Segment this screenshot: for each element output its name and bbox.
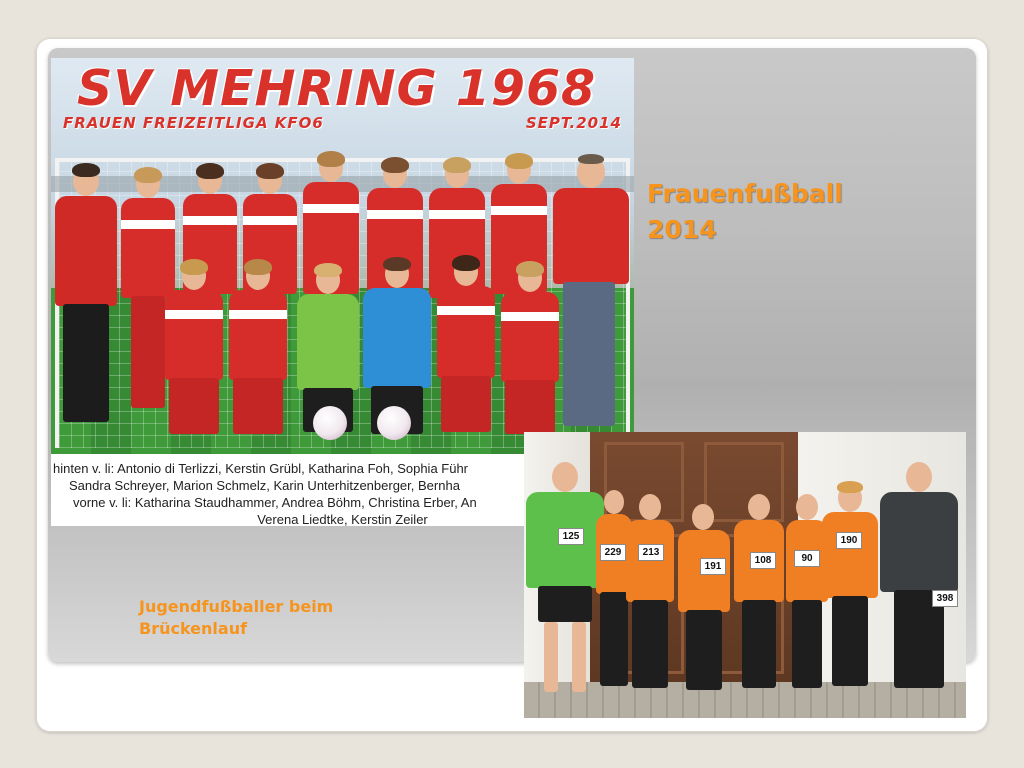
player-front-1	[163, 262, 225, 438]
youth-team-photo	[524, 432, 966, 718]
team-photo-subtitle-date: SEPT.2014	[525, 114, 622, 132]
caption-line-3: vorne v. li: Katharina Staudhammer, Andrea Böhm, Christina Erber, An	[73, 495, 477, 510]
heading-youth-players-line1: Jugendfußballer beim	[139, 597, 334, 616]
player-front-2	[227, 262, 289, 438]
player-front-3	[435, 258, 497, 438]
bib-number: 190	[836, 532, 862, 549]
youth-player-6	[822, 484, 878, 690]
caption-line-2: Sandra Schreyer, Marion Schmelz, Karin Unterhitzenberger, Bernha	[69, 478, 460, 493]
heading-womens-football	[647, 176, 843, 248]
player-front-4	[499, 264, 561, 438]
bib-number: 108	[750, 552, 776, 569]
heading-youth-players	[139, 596, 333, 640]
football-1	[313, 406, 347, 440]
youth-player-3	[678, 504, 730, 692]
heading-youth-players-line2: Brückenlauf	[139, 619, 248, 638]
bib-number: 191	[700, 558, 726, 575]
caption-line-1: hinten v. li: Antonio di Terlizzi, Kerstin Grübl, Katharina Foh, Sophia Führ	[53, 461, 469, 476]
team-photo-title: SV MEHRING 1968	[77, 60, 597, 117]
bib-number: 398	[932, 590, 958, 607]
youth-coach-green	[526, 462, 604, 698]
team-photo-subtitle-league: FRAUEN FREIZEITLIGA KFO6	[63, 114, 324, 132]
football-2	[377, 406, 411, 440]
youth-coach-dark	[880, 462, 958, 692]
heading-womens-football-line2: 2014	[647, 215, 717, 244]
heading-womens-football-line1: Frauenfußball	[647, 179, 843, 208]
youth-player-4	[734, 494, 784, 690]
coach-left	[55, 166, 117, 426]
caption-line-4: Verena Liedtke, Kerstin Zeiler	[257, 512, 428, 526]
bib-number: 125	[558, 528, 584, 545]
bib-number: 90	[794, 550, 820, 567]
coach-right	[551, 156, 631, 432]
youth-player-2	[626, 494, 674, 690]
bib-number: 229	[600, 544, 626, 561]
bib-number: 213	[638, 544, 664, 561]
